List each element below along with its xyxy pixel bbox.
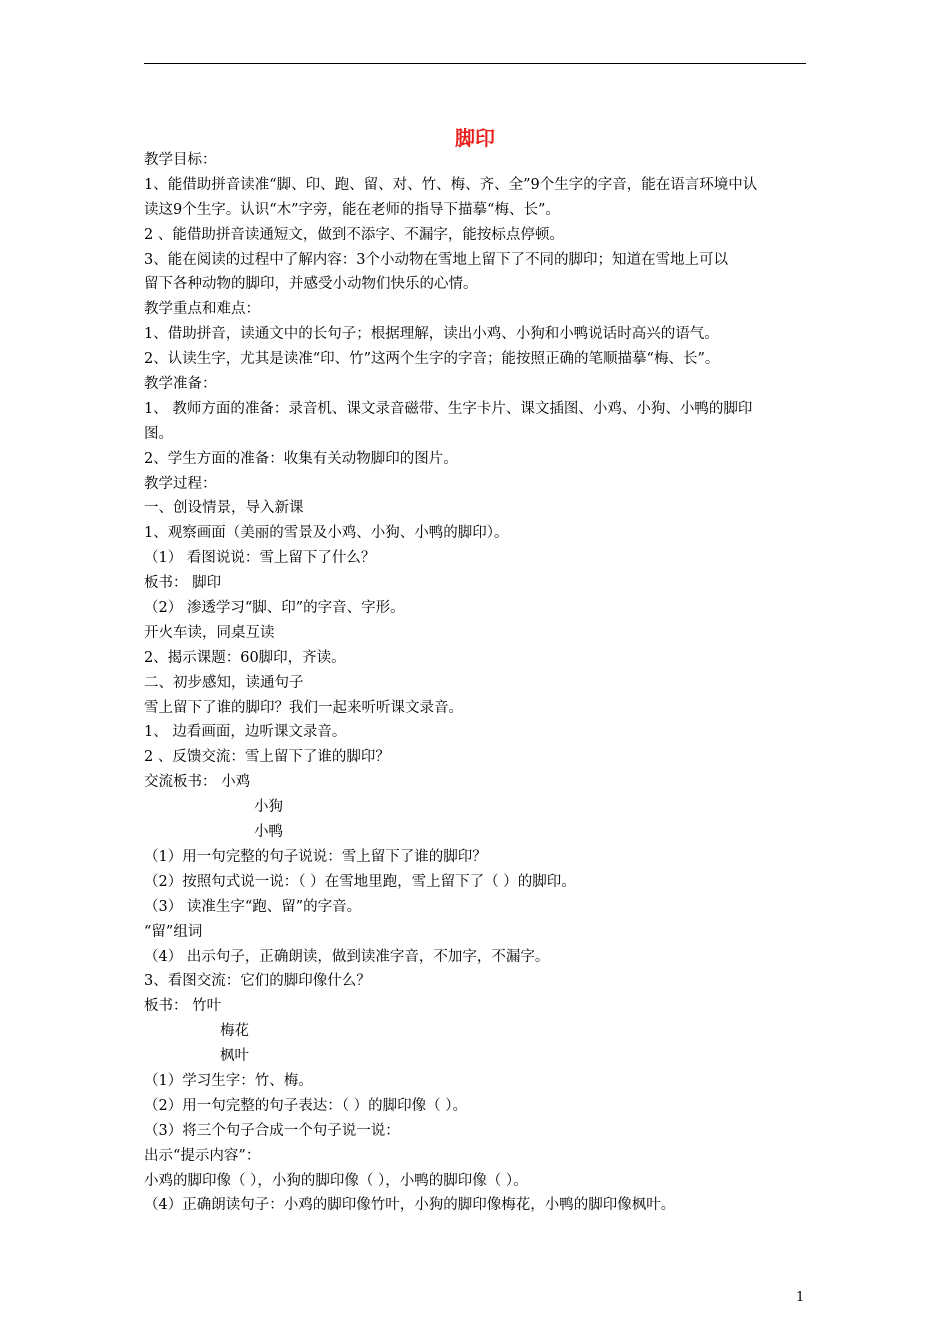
- text-line: 2、学生方面的准备：收集有关动物脚印的图片。: [144, 450, 458, 467]
- text-line: （3） 读准生字“跑、留”的字音。: [144, 898, 362, 915]
- text-line: 1、 教师方面的准备：录音机、课文录音磁带、生字卡片、课文插图、小鸡、小狗、小鸭的脚印: [144, 400, 753, 417]
- text-line: 教学目标：: [144, 152, 217, 168]
- text-line: （2） 渗透学习“脚、印”的字音、字形。: [144, 600, 405, 617]
- text-line: （4）正确朗读句子：小鸡的脚印像竹叶，小狗的脚印像梅花，小鸭的脚印像枫叶。: [144, 1197, 676, 1214]
- text-line: 梅花: [220, 1023, 249, 1040]
- text-line: 1、 边看画面，边听课文录音。: [144, 724, 347, 741]
- text-line: 开火车读，同桌互读: [144, 624, 275, 641]
- text-line: 2 、能借助拼音读通短文，做到不添字、不漏字，能按标点停顿。: [144, 226, 564, 243]
- text-line: “留”组词: [144, 923, 203, 940]
- text-line: （4） 出示句子，正确朗读，做到读准字音，不加字，不漏字。: [144, 948, 550, 965]
- document-body: [144, 148, 808, 1218]
- text-line: 读这9个生字。认识“木”字旁，能在老师的指导下描摹“梅、长”。: [144, 201, 560, 218]
- text-line: （3）将三个句子合成一个句子说一说：: [144, 1122, 400, 1139]
- text-line: 枫叶: [220, 1048, 249, 1065]
- text-line: 二、初步感知，读通句子: [144, 674, 304, 691]
- text-line: 小鸡的脚印像（ ），小狗的脚印像（ ），小鸭的脚印像（ ）。: [144, 1172, 528, 1189]
- text-line: 1、能借助拼音读准“脚、印、跑、留、对、竹、梅、齐、全”9个生字的字音，能在语言环境中认: [144, 176, 758, 193]
- text-line: （1） 看图说说：雪上留下了什么？: [144, 550, 376, 567]
- document-title: 脚印: [455, 126, 495, 150]
- text-line: 留下各种动物的脚印，并感受小动物们快乐的心情。: [144, 276, 478, 293]
- text-line: 教学准备：: [144, 376, 217, 393]
- text-line: 小狗: [254, 799, 283, 816]
- text-line: 雪上留下了谁的脚印？我们一起来听听课文录音。: [144, 699, 463, 716]
- text-line: （1）学习生字：竹、梅。: [144, 1072, 313, 1089]
- text-line: （1）用一句完整的句子说说：雪上留下了谁的脚印？: [144, 848, 487, 865]
- text-line: 小鸭: [254, 824, 283, 841]
- text-line: （2）按照句式说一说：（ ）在雪地里跑，雪上留下了（ ）的脚印。: [144, 873, 576, 890]
- text-line: 板书： 竹叶: [144, 998, 222, 1015]
- text-line: 3、能在阅读的过程中了解内容：3个小动物在雪地上留下了不同的脚印；知道在雪地上可以: [144, 251, 728, 268]
- text-line: 出示“提示内容”：: [144, 1147, 261, 1164]
- text-line: 2、揭示课题：60脚印，齐读。: [144, 649, 346, 666]
- text-line: 教学过程：: [144, 475, 217, 492]
- text-line: 教学重点和难点：: [144, 301, 260, 318]
- text-line: 图。: [144, 425, 173, 442]
- text-line: 一、创设情景，导入新课: [144, 500, 304, 517]
- text-line: 2 、反馈交流：雪上留下了谁的脚印？: [144, 749, 390, 766]
- text-line: 3、看图交流：它们的脚印像什么？: [144, 973, 371, 990]
- header-rule: [144, 63, 806, 64]
- text-line: （2）用一句完整的句子表达：（ ）的脚印像（ ）。: [144, 1097, 467, 1114]
- page-number: 1: [796, 1290, 805, 1305]
- text-line: 2、认读生字，尤其是读准“印、竹”这两个生字的字音；能按照正确的笔顺描摹“梅、长”。: [144, 351, 720, 368]
- text-line: 1、观察画面（美丽的雪景及小鸡、小狗、小鸭的脚印）。: [144, 525, 509, 542]
- text-line: 交流板书： 小鸡: [144, 774, 251, 791]
- text-line: 1、借助拼音，读通文中的长句子；根据理解，读出小鸡、小狗和小鸭说话时高兴的语气。: [144, 326, 719, 343]
- text-line: 板书： 脚印: [144, 575, 222, 592]
